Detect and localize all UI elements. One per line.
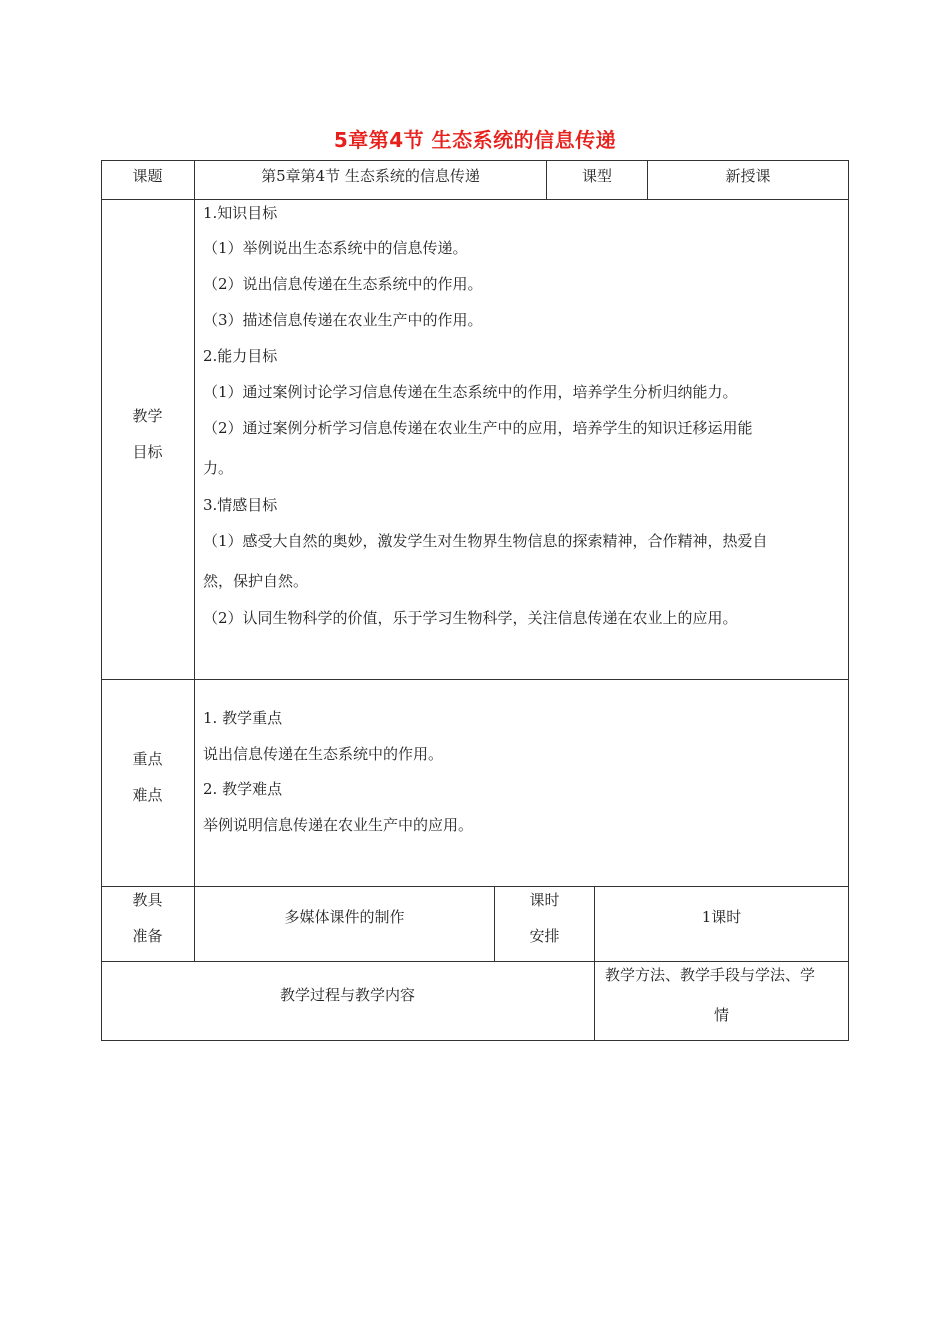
objective-line: 2.能力目标 — [203, 347, 278, 365]
table-col-divider — [194, 160, 195, 962]
topic-label: 课题 — [132, 167, 163, 185]
materials-label: 准备 — [132, 927, 163, 945]
table-border-top — [101, 160, 849, 161]
table-row-divider — [101, 199, 849, 200]
objectives-label: 目标 — [132, 443, 163, 461]
class-hours-value: 1课时 — [701, 908, 742, 926]
objective-line: （3）描述信息传递在农业生产中的作用。 — [203, 311, 483, 329]
table-row-divider — [101, 961, 849, 962]
table-row-divider — [101, 679, 849, 680]
objective-line: 3.情感目标 — [203, 496, 278, 514]
type-value: 新授课 — [725, 167, 771, 185]
materials-value: 多媒体课件的制作 — [284, 908, 405, 926]
objective-line: （2）通过案例分析学习信息传递在农业生产中的应用，培养学生的知识迁移运用能 — [203, 419, 753, 437]
process-method-header: 情 — [713, 1006, 729, 1024]
key-points-label: 难点 — [132, 786, 163, 804]
table-row-divider — [101, 886, 849, 887]
key-point-line: 举例说明信息传递在农业生产中的应用。 — [203, 816, 474, 834]
materials-label: 教具 — [132, 891, 163, 909]
objective-line: （1）感受大自然的奥妙，激发学生对生物界生物信息的探索精神，合作精神，热爱自 — [203, 532, 768, 550]
objectives-label: 教学 — [132, 407, 163, 425]
objective-line: （2）说出信息传递在生态系统中的作用。 — [203, 275, 483, 293]
objective-line: （2）认同生物科学的价值，乐于学习生物科学，关注信息传递在农业上的应用。 — [203, 609, 738, 627]
key-point-line: 2. 教学难点 — [203, 780, 283, 798]
table-border-bottom — [101, 1040, 849, 1041]
process-method-header: 教学方法、教学手段与学法、学 — [605, 966, 816, 984]
topic-value: 第5章第4节 生态系统的信息传递 — [261, 167, 480, 185]
key-point-line: 说出信息传递在生态系统中的作用。 — [203, 745, 444, 763]
key-point-line: 1. 教学重点 — [203, 709, 283, 727]
class-hours-label: 课时 — [529, 891, 560, 909]
objective-line: （1）通过案例讨论学习信息传递在生态系统中的作用，培养学生分析归纳能力。 — [203, 383, 738, 401]
page-title: 5章第4节 生态系统的信息传递 — [333, 128, 617, 152]
objective-line: 1.知识目标 — [203, 204, 278, 222]
objective-line: 然，保护自然。 — [203, 572, 309, 590]
type-label: 课型 — [581, 167, 612, 185]
class-hours-label: 安排 — [529, 927, 560, 945]
objective-line: 力。 — [203, 459, 234, 477]
table-border-right — [848, 160, 849, 1041]
process-content-header: 教学过程与教学内容 — [279, 986, 415, 1004]
key-points-label: 重点 — [132, 750, 163, 768]
objective-line: （1）举例说出生态系统中的信息传递。 — [203, 239, 468, 257]
